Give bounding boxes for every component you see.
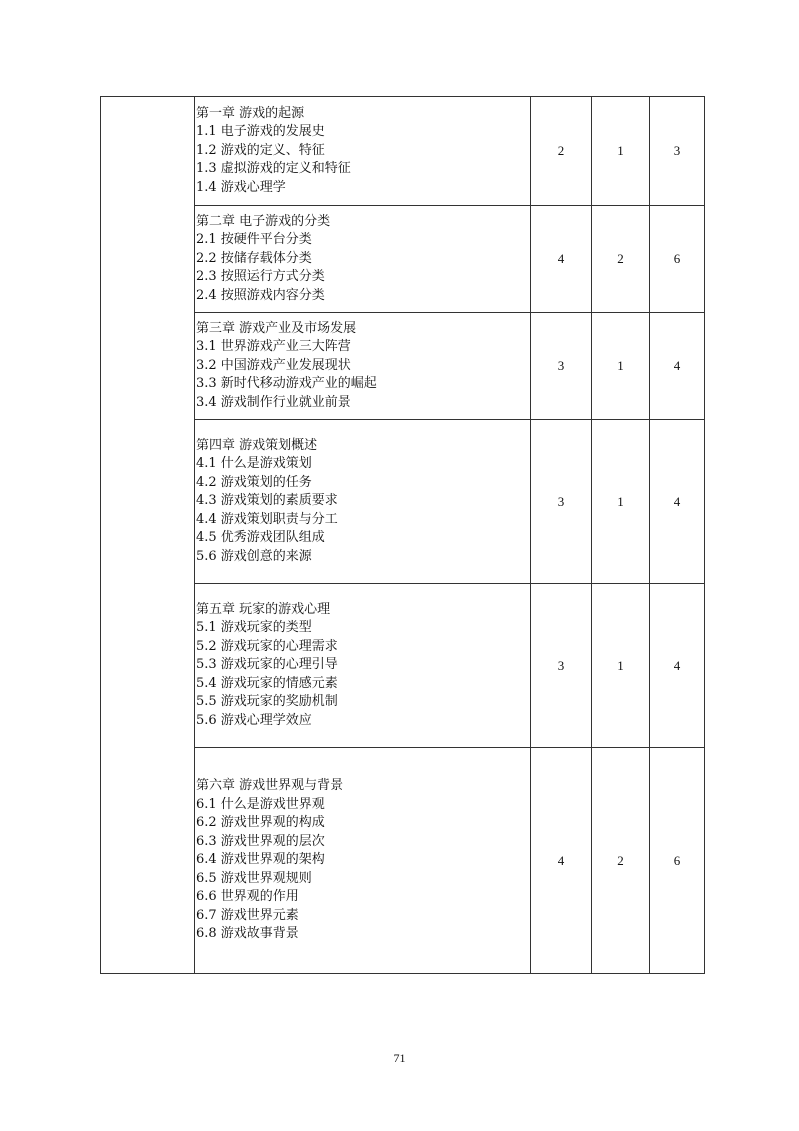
chapter-lines bbox=[196, 320, 530, 413]
chapter-title: 第三章 游戏产业及市场发展 bbox=[196, 320, 357, 336]
section-line: 6.4 游戏世界观的架构 bbox=[196, 852, 325, 868]
section-line: 6.5 游戏世界观规则 bbox=[196, 870, 312, 886]
hours-cell-c: 3 bbox=[650, 97, 705, 206]
section-line: 6.7 游戏世界元素 bbox=[196, 907, 299, 923]
hours-cell-a: 3 bbox=[531, 584, 592, 748]
section-line: 3.2 中国游戏产业发展现状 bbox=[196, 357, 351, 373]
hours-cell-a: 3 bbox=[531, 313, 592, 420]
section-line: 2.1 按硬件平台分类 bbox=[196, 232, 312, 248]
course-schedule-table bbox=[100, 96, 705, 974]
section-line: 1.3 虚拟游戏的定义和特征 bbox=[196, 161, 351, 177]
hours-cell-a: 2 bbox=[531, 97, 592, 206]
section-line: 6.1 什么是游戏世界观 bbox=[196, 796, 325, 812]
section-line: 4.2 游戏策划的任务 bbox=[196, 474, 312, 490]
section-line: 5.2 游戏玩家的心理需求 bbox=[196, 638, 338, 654]
hours-cell-b: 2 bbox=[592, 206, 650, 313]
section-line: 3.4 游戏制作行业就业前景 bbox=[196, 394, 351, 410]
table-row bbox=[101, 97, 705, 206]
section-line: 5.4 游戏玩家的情感元素 bbox=[196, 675, 338, 691]
section-line: 5.5 游戏玩家的奖励机制 bbox=[196, 694, 338, 710]
chapter-content-cell bbox=[195, 97, 531, 206]
chapter-content-cell bbox=[195, 206, 531, 313]
chapter-lines bbox=[196, 437, 530, 567]
section-line: 4.4 游戏策划职责与分工 bbox=[196, 511, 338, 527]
table-body bbox=[101, 97, 705, 974]
hours-cell-a: 4 bbox=[531, 748, 592, 974]
section-line: 2.2 按储存载体分类 bbox=[196, 250, 312, 266]
section-line: 5.6 游戏心理学效应 bbox=[196, 712, 312, 728]
blank-merged-cell bbox=[101, 97, 195, 974]
hours-cell-a: 3 bbox=[531, 420, 592, 584]
chapter-lines bbox=[196, 213, 530, 306]
section-line: 1.1 电子游戏的发展史 bbox=[196, 124, 325, 140]
hours-cell-c: 4 bbox=[650, 584, 705, 748]
section-line: 1.2 游戏的定义、特征 bbox=[196, 142, 325, 158]
section-line: 5.3 游戏玩家的心理引导 bbox=[196, 657, 338, 673]
chapter-title: 第五章 玩家的游戏心理 bbox=[196, 601, 331, 617]
section-line: 1.4 游戏心理学 bbox=[196, 179, 286, 195]
hours-cell-b: 1 bbox=[592, 313, 650, 420]
hours-cell-b: 2 bbox=[592, 748, 650, 974]
hours-cell-a: 4 bbox=[531, 206, 592, 313]
chapter-content-cell bbox=[195, 748, 531, 974]
hours-cell-b: 1 bbox=[592, 584, 650, 748]
section-line: 5.1 游戏玩家的类型 bbox=[196, 620, 312, 636]
section-line: 2.3 按照运行方式分类 bbox=[196, 269, 325, 285]
section-line: 5.6 游戏创意的来源 bbox=[196, 548, 312, 564]
section-line: 3.3 新时代移动游戏产业的崛起 bbox=[196, 376, 377, 392]
chapter-content-cell bbox=[195, 584, 531, 748]
hours-cell-c: 4 bbox=[650, 313, 705, 420]
chapter-title: 第六章 游戏世界观与背景 bbox=[196, 778, 344, 794]
section-line: 2.4 按照游戏内容分类 bbox=[196, 287, 325, 303]
chapter-title: 第四章 游戏策划概述 bbox=[196, 437, 318, 453]
hours-cell-c: 6 bbox=[650, 748, 705, 974]
chapter-title: 第二章 电子游戏的分类 bbox=[196, 213, 331, 229]
section-line: 6.2 游戏世界观的构成 bbox=[196, 815, 325, 831]
section-line: 3.1 世界游戏产业三大阵营 bbox=[196, 339, 351, 355]
hours-cell-c: 6 bbox=[650, 206, 705, 313]
page-number: 71 bbox=[393, 1051, 406, 1065]
section-line: 6.3 游戏世界观的层次 bbox=[196, 833, 325, 849]
section-line: 6.6 世界观的作用 bbox=[196, 889, 299, 905]
section-line: 4.1 什么是游戏策划 bbox=[196, 456, 312, 472]
hours-cell-c: 4 bbox=[650, 420, 705, 584]
section-line: 4.3 游戏策划的素质要求 bbox=[196, 493, 338, 509]
hours-cell-b: 1 bbox=[592, 97, 650, 206]
chapter-content-cell bbox=[195, 313, 531, 420]
section-line: 6.8 游戏故事背景 bbox=[196, 926, 299, 942]
chapter-lines bbox=[196, 601, 530, 731]
chapter-lines bbox=[196, 777, 530, 944]
chapter-title: 第一章 游戏的起源 bbox=[196, 105, 305, 121]
section-line: 4.5 优秀游戏团队组成 bbox=[196, 530, 325, 546]
chapter-lines bbox=[196, 105, 530, 198]
hours-cell-b: 1 bbox=[592, 420, 650, 584]
chapter-content-cell bbox=[195, 420, 531, 584]
